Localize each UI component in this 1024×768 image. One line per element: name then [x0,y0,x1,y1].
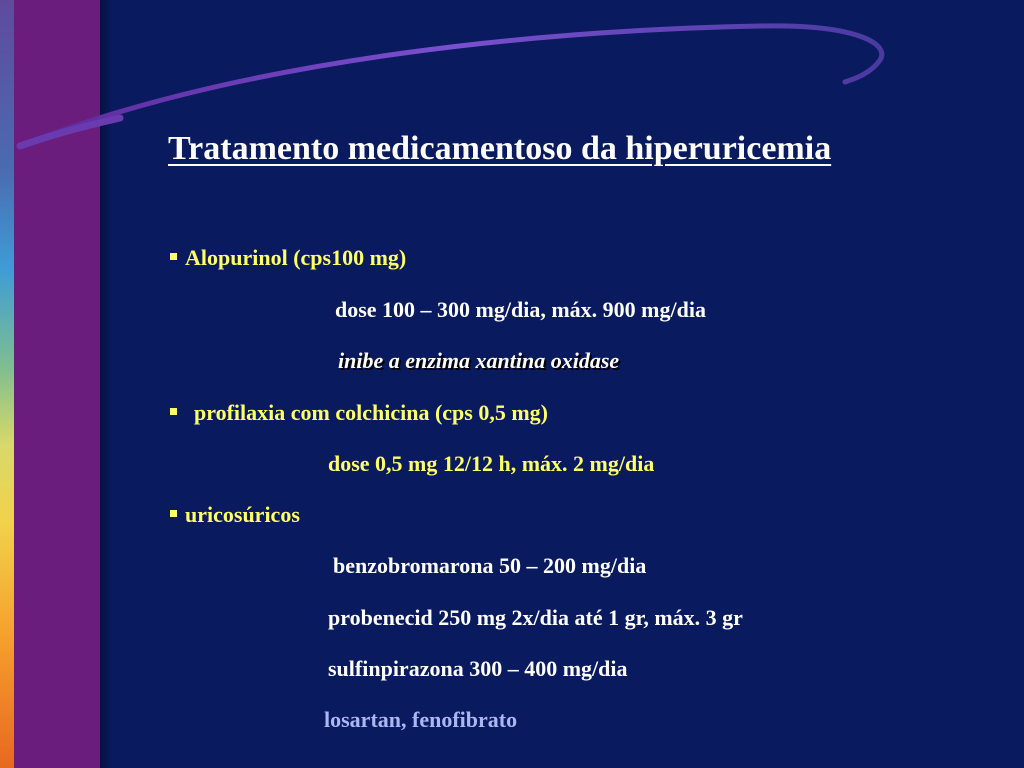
benzobromarona-dose: benzobromarona 50 – 200 mg/dia [333,553,647,578]
swoosh-tail [20,118,120,146]
bullet-profilaxia [170,400,548,426]
sulfinpirazona-dose: sulfinpirazona 300 – 400 mg/dia [328,656,628,681]
probenecid-dose: probenecid 250 mg 2x/dia até 1 gr, máx. 3 gr [328,605,743,630]
losartan-fenofibrato: losartan, fenofibrato [324,707,518,732]
alopurinol-label: Alopurinol (cps100 mg) [185,245,407,270]
profilaxia-label: profilaxia com colchicina (cps 0,5 mg) [194,400,548,425]
bullet-alopurinol [170,245,406,271]
uricosuricos-label: uricosúricos [185,502,300,527]
swoosh-decoration [0,0,1024,200]
profilaxia-dose: dose 0,5 mg 12/12 h, máx. 2 mg/dia [328,451,655,476]
square-bullet-icon [170,510,177,517]
slide-title: Tratamento medicamentoso da hiperuricemia [168,130,832,167]
square-bullet-icon [170,253,177,260]
bullet-uricosuricos [170,502,300,528]
alopurinol-dose: dose 100 – 300 mg/dia, máx. 900 mg/dia [335,297,706,322]
alopurinol-mechanism: inibe a enzima xantina oxidase [338,348,620,373]
square-bullet-icon [170,408,177,415]
